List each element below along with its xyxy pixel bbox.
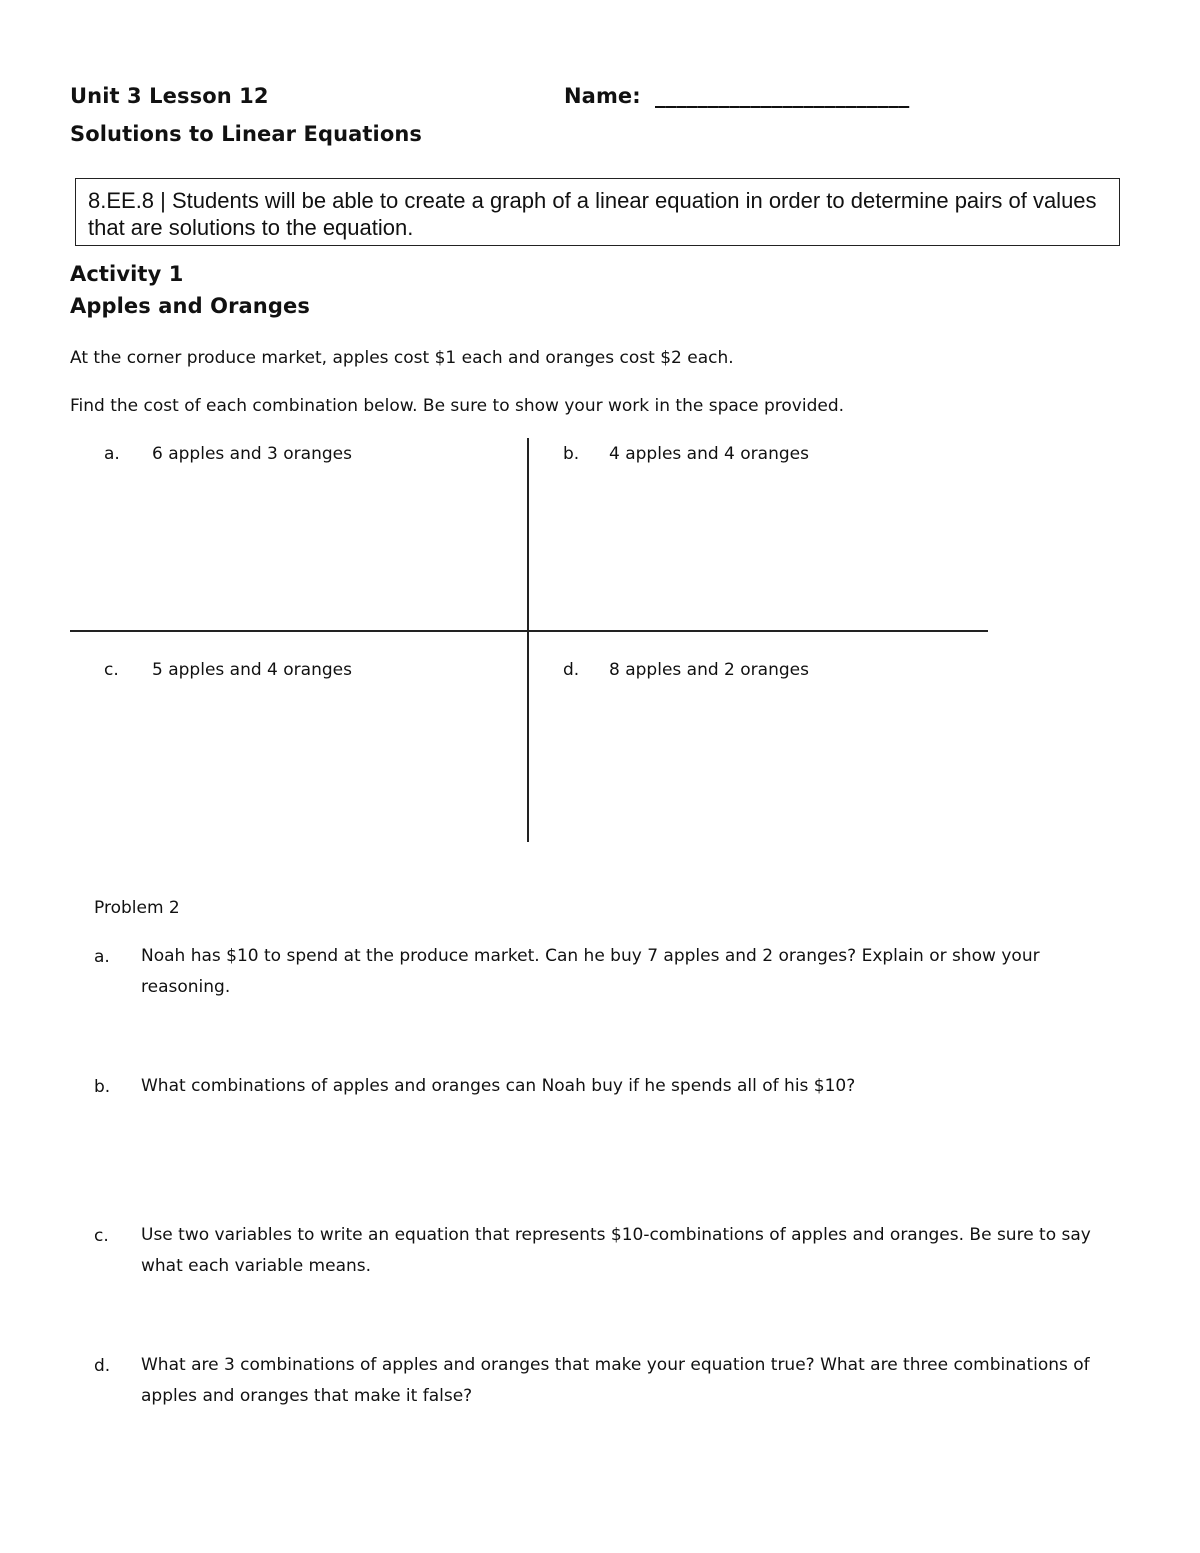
standard-text: 8.EE.8 | Students will be able to create a graph of a linear equation in order to determine pairs of values that are solutions to the equation.: [88, 188, 1097, 240]
item-letter: c.: [94, 1226, 109, 1246]
item-text: What combinations of apples and oranges can Noah buy if he spends all of his $10?: [141, 1076, 856, 1096]
item-text: 5 apples and 4 oranges: [152, 660, 352, 680]
name-blank[interactable]: ________________________: [655, 84, 910, 108]
item-letter: d.: [563, 660, 580, 680]
item-letter: a.: [104, 444, 120, 464]
item-letter: b.: [94, 1077, 111, 1097]
item-letter: d.: [94, 1356, 111, 1376]
standard-box: [75, 178, 1120, 246]
item-text: 8 apples and 2 oranges: [609, 660, 809, 680]
grid-horizontal-divider: [70, 630, 988, 632]
activity-label: Activity 1: [70, 262, 184, 286]
item-text: What are 3 combinations of apples and oranges that make your equation true? What are three combinations of apples and oranges that make it false?: [141, 1355, 1090, 1406]
activity-title: Apples and Oranges: [70, 294, 310, 318]
activity-instructions: Find the cost of each combination below. Be sure to show your work in the space provided.: [70, 396, 845, 416]
item-letter: c.: [104, 660, 119, 680]
item-letter: b.: [563, 444, 580, 464]
item-text: Use two variables to write an equation that represents $10-combinations of apples and oranges. Be sure to say what each variable means.: [141, 1225, 1091, 1276]
item-text: Noah has $10 to spend at the produce market. Can he buy 7 apples and 2 oranges? Explain or show your reasoning.: [141, 946, 1040, 997]
problem2-label: Problem 2: [94, 898, 180, 918]
name-label: Name:: [564, 84, 641, 108]
item-letter: a.: [94, 947, 110, 967]
item-text: 6 apples and 3 oranges: [152, 444, 352, 464]
activity-intro: At the corner produce market, apples cost $1 each and oranges cost $2 each.: [70, 348, 734, 368]
lesson-label: Unit 3 Lesson 12: [70, 84, 269, 108]
item-text: 4 apples and 4 oranges: [609, 444, 809, 464]
grid-vertical-divider: [527, 438, 529, 842]
worksheet-title: Solutions to Linear Equations: [70, 122, 423, 146]
